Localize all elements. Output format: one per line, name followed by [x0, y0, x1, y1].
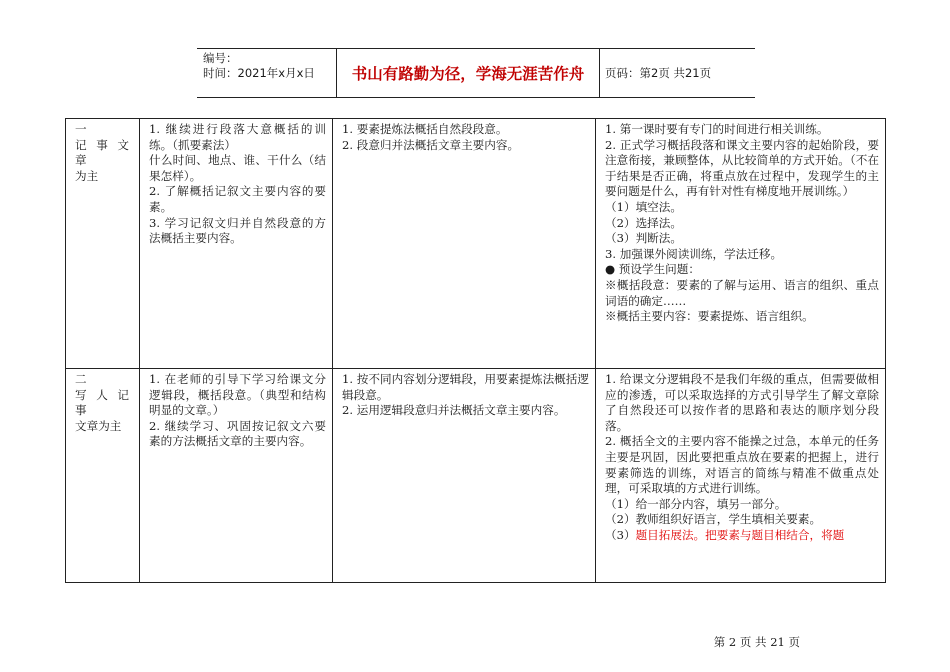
methods-cell	[333, 119, 596, 369]
unit-title-cont: 为主	[75, 168, 99, 183]
table-row	[66, 369, 886, 583]
notes-cell	[596, 369, 886, 583]
unit-cell	[66, 119, 140, 369]
number-label: 编号：	[203, 51, 238, 65]
page-header	[197, 48, 755, 98]
header-info	[197, 49, 337, 97]
note-item-last	[605, 528, 879, 544]
note-item: （1）给一部分内容，填另一部分。	[605, 496, 787, 511]
teaching-plan-table	[65, 118, 886, 583]
note-item: （3）判断法。	[605, 231, 682, 246]
unit-number: 二	[75, 372, 87, 386]
note-item: ※概括主要内容：要素提炼、语言组织。	[605, 309, 814, 324]
unit-title-cont: 文章为主	[75, 418, 122, 433]
note-item: 2. 概括全文的主要内容不能操之过急，本单元的任务主要是巩固，因此要把重点放在要素的把握上，进行要素筛选的训练，对语言的简练与精准不做重点处理，可采取填的方式进行训练。	[605, 434, 879, 496]
notes-cell	[596, 119, 886, 369]
method-item: 1. 要素提炼法概括自然段段意。	[342, 122, 508, 136]
goal-item: 1. 在老师的引导下学习给课文分逻辑段，概括段意。（典型和结构明显的文章。）	[149, 372, 326, 418]
note-prefix: （3）	[605, 527, 636, 542]
note-item: ※概括段意：要素的了解与运用、语言的组织、重点词语的确定……	[605, 277, 879, 308]
methods-cell	[333, 369, 596, 583]
note-item: 3. 加强课外阅读训练，学法迁移。	[605, 246, 783, 261]
table-row	[66, 119, 886, 369]
goal-item: 1. 继续进行段落大意概括的训练。（抓要素法）	[149, 122, 326, 152]
note-item: （1）填空法。	[605, 199, 682, 214]
note-item: 1. 给课文分逻辑段不是我们年级的重点，但需要做相应的渗透，可以采取选择的方式引导学生了解文章除了自然段还可以按作者的思路和表达的顺序划分段落。	[605, 372, 879, 433]
note-item: （2）选择法。	[605, 215, 682, 230]
note-item: 2. 正式学习概括段落和课文主要内容的起始阶段，要注意衔接，兼顾整体，从比较简单的方式开始。（不在于结果是否正确，将重点放在过程中，发现学生的主要问题是什么，再有针对性有梯度地开展训练。）	[605, 137, 879, 199]
goal-item: 什么时间、地点、谁、干什么（结果怎样）。	[149, 153, 326, 183]
goals-cell	[140, 119, 333, 369]
unit-cell	[66, 369, 140, 583]
goals-cell	[140, 369, 333, 583]
highlighted-note: 题目拓展法。把要素与题目相结合，将题	[635, 527, 845, 542]
note-item: （2）教师组织好语言，学生填相关要素。	[605, 512, 822, 527]
unit-title: 记事文章	[75, 137, 133, 168]
note-item: 1. 第一课时要有专门的时间进行相关训练。	[605, 122, 829, 136]
page-footer: 第 2 页 共 21 页	[713, 635, 800, 649]
time-label: 时间：2021年x月x日	[203, 66, 315, 80]
goal-item: 2. 继续学习、巩固按记叙文六要素的方法概括文章的主要内容。	[149, 418, 326, 449]
goal-item: 3. 学习记叙文归并自然段意的方法概括主要内容。	[149, 215, 326, 246]
unit-number: 一	[75, 122, 87, 136]
goal-item: 2. 了解概括记叙文主要内容的要素。	[149, 184, 326, 214]
method-item: 2. 运用逻辑段意归并法概括文章主要内容。	[342, 403, 566, 418]
unit-title: 写人记事	[75, 387, 133, 418]
method-item: 2. 段意归并法概括文章主要内容。	[342, 137, 520, 152]
note-item: ● 预设学生问题：	[605, 262, 700, 277]
page-number-label: 页码：第2页 共21页	[605, 66, 712, 80]
method-item: 1. 按不同内容划分逻辑段，用要素提炼法概括逻辑段意。	[342, 372, 589, 402]
header-motto: 书山有路勤为径，学海无涯苦作舟	[337, 49, 600, 97]
